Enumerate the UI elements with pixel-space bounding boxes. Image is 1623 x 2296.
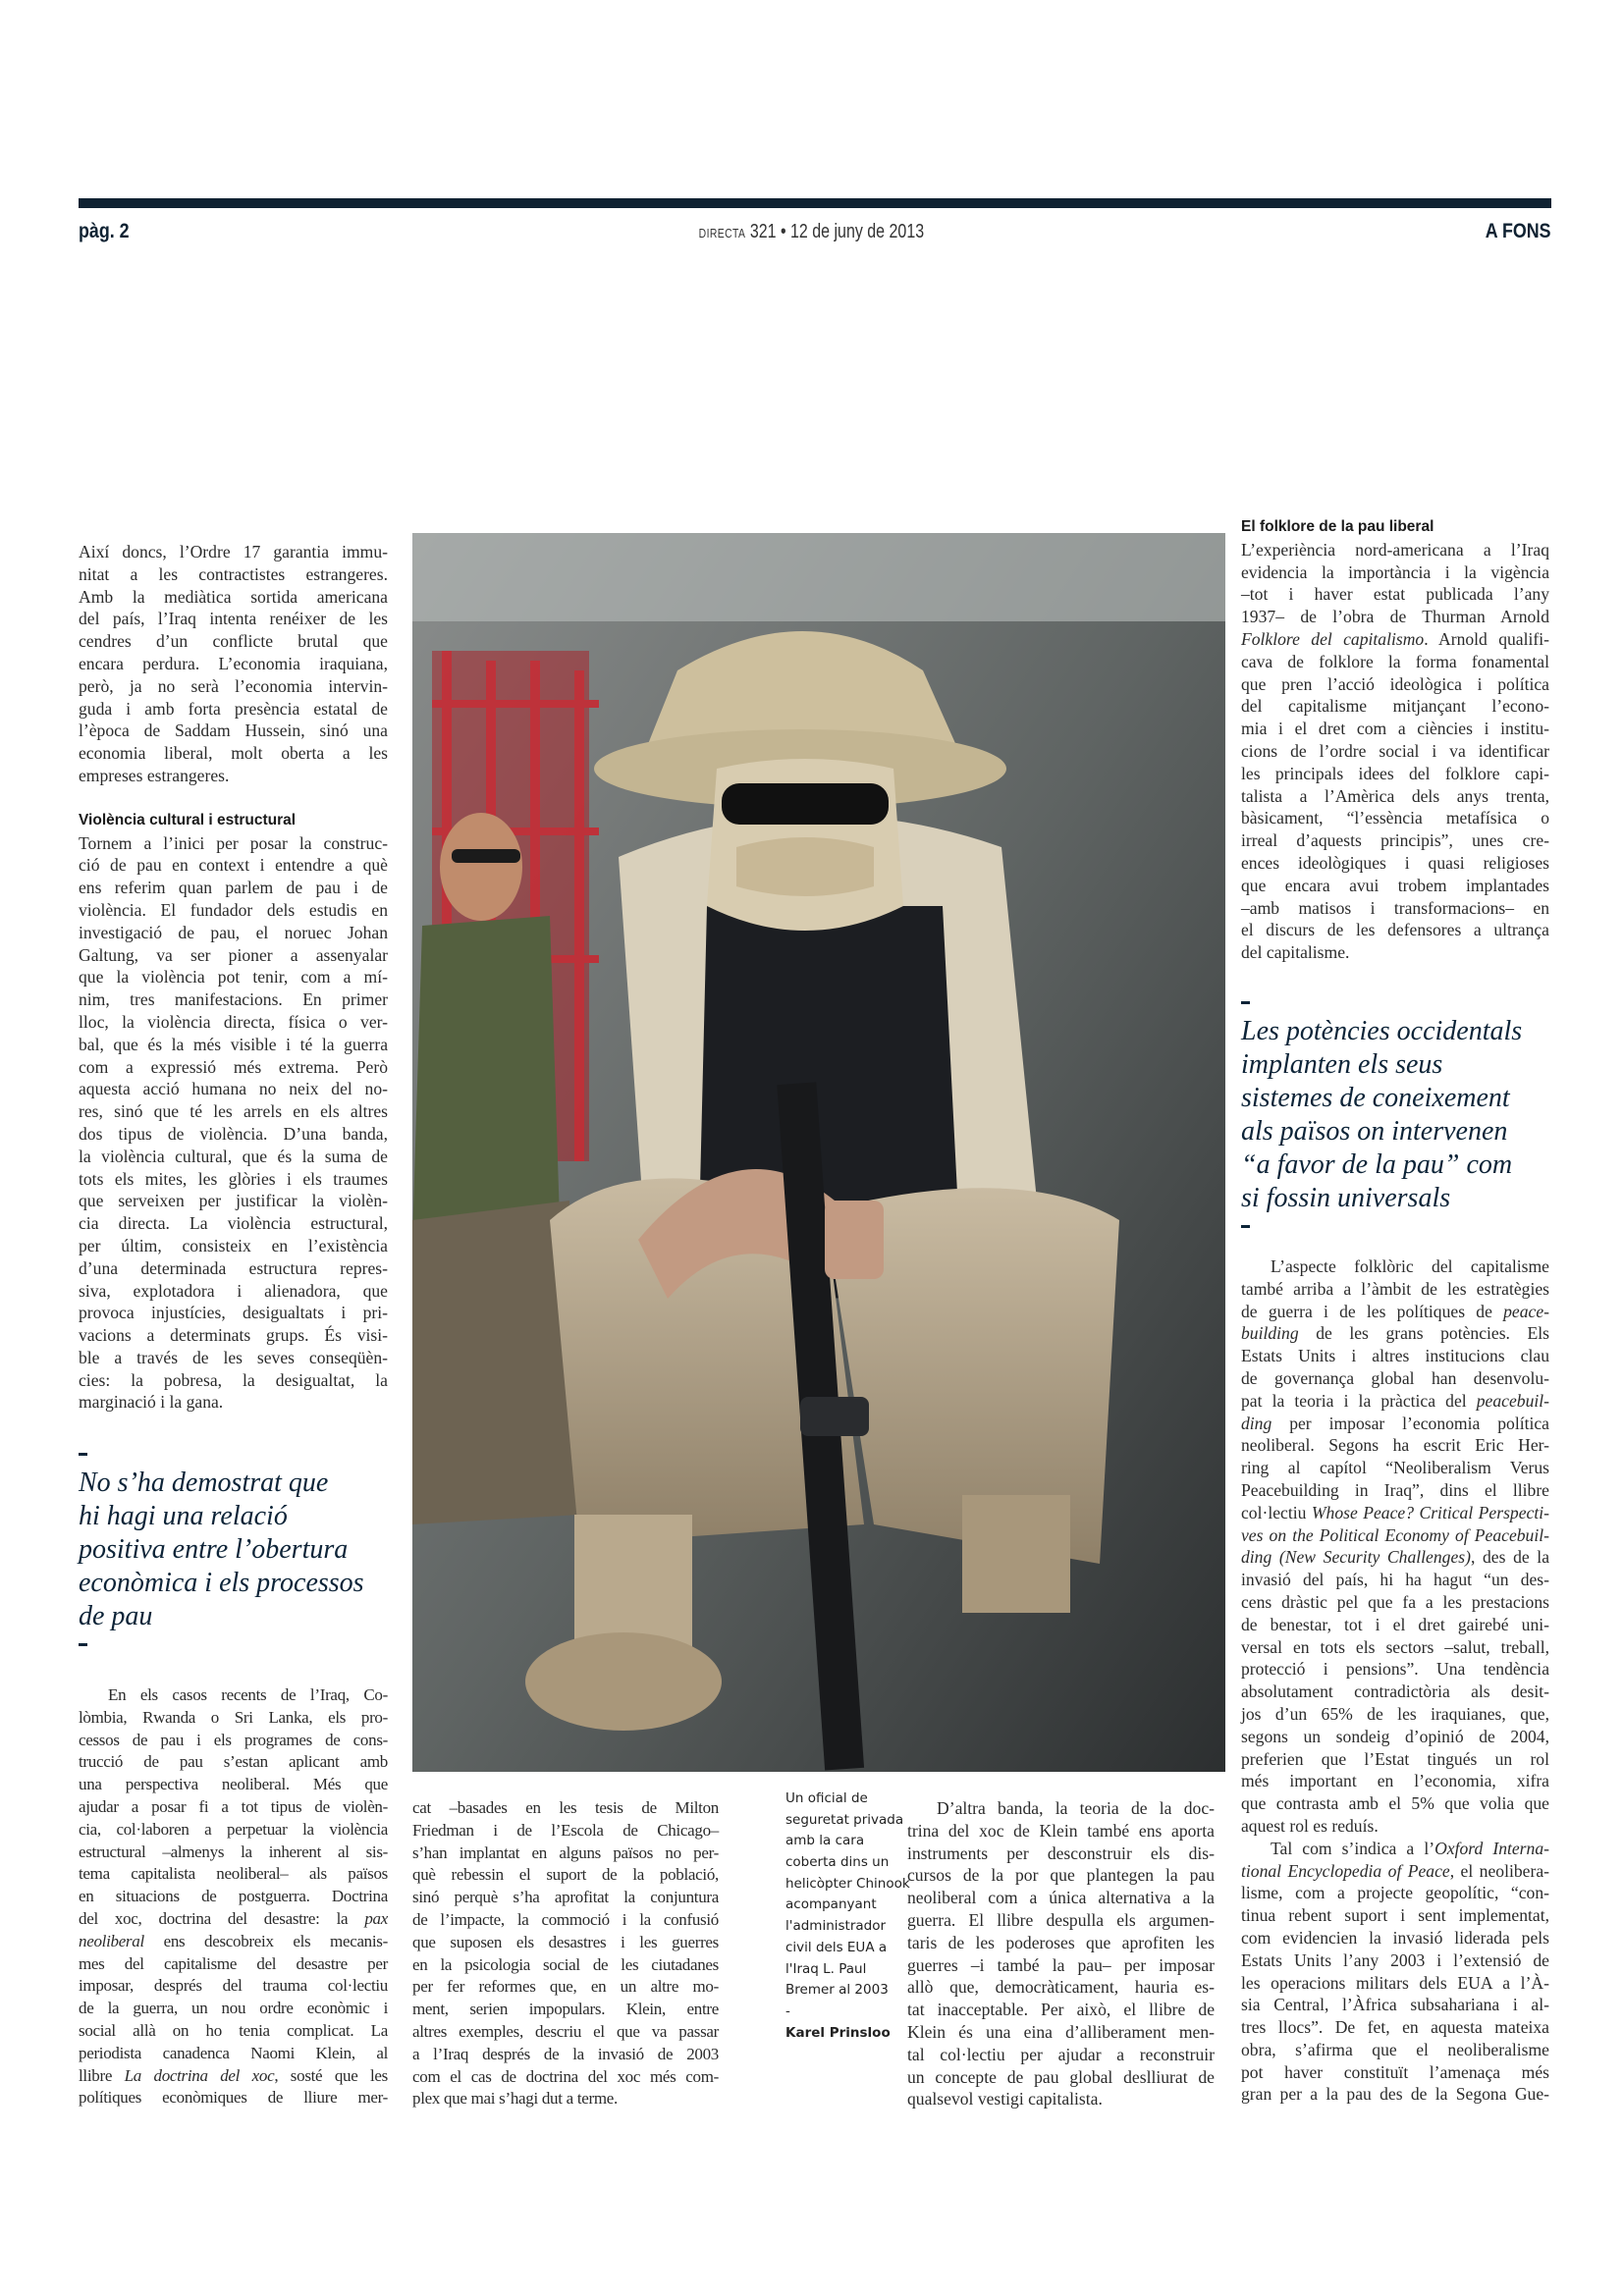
quote-dash (1241, 1215, 1565, 1239)
text-line: plex que mai s’hagi dut a terme. (412, 2089, 618, 2109)
text-line: social allà on ho tenia complicat. La (79, 2020, 388, 2040)
quote-line: si fossin universals (1241, 1183, 1451, 1213)
text-line: ble a través de les seves conseqüèn- (79, 1347, 388, 1367)
text-line (1241, 1502, 1549, 1524)
text-line: neoliberal. Segons ha escrit Eric Her- (1241, 1435, 1549, 1456)
text-run: de guerra i de les polítiques de (1241, 1301, 1504, 1321)
text-line: del país, l’Iraq intenta renéixer de les (79, 609, 388, 629)
text-line: tinua rebent suport i sent implementat, (1241, 1905, 1549, 1926)
italic-text: peacebuil- (1476, 1390, 1549, 1411)
text-line: vacions a determinats grups. És visi- (79, 1325, 388, 1346)
text-line: les operacions militars dels EUA a l’À- (1241, 1972, 1549, 1993)
text-line: polítiques econòmiques de lliure mer- (79, 2088, 388, 2108)
paragraph (79, 541, 388, 787)
italic-text: Whose Peace? Critical Perspecti- (1311, 1502, 1549, 1522)
text-line: ring al capítol “Neoliberalism Verus (1241, 1458, 1549, 1478)
caption-line: civil dels EUA a (785, 1939, 888, 1955)
text-line: ences ideològiques i quasi religioses (1241, 852, 1549, 873)
quote-line: als països on intervenen (1241, 1116, 1508, 1147)
quote-line: implanten els seus (1241, 1049, 1443, 1080)
text-line: altres exemples, descriu el que va passar (412, 2021, 719, 2041)
text-line: guda i amb forta presència estatal de (79, 698, 388, 719)
text-line: protecció i pensions”. Una tendència (1241, 1659, 1549, 1680)
text-line: allò que, democràticament, hauria es- (907, 1977, 1215, 1998)
quote-dash (79, 1443, 403, 1467)
text-line: nim, tres manifestacions. En primer (79, 989, 388, 1010)
text-run: , des de la (1470, 1547, 1549, 1568)
text-line: L’aspecte folklòric del capitalisme (1271, 1256, 1549, 1276)
text-line: que pren l’acció ideològica i política (1241, 673, 1549, 694)
text-line: del capitalisme. (1241, 942, 1350, 963)
text-run: , sosté que les (274, 2065, 388, 2085)
text-line (79, 1908, 388, 1931)
text-line: cat –basades en les tesis de Milton (412, 1798, 719, 1817)
caption-line: Un oficial de (785, 1790, 868, 1806)
text-line (1241, 1413, 1549, 1435)
text-line: mia i el dret com a ciències i institu- (1241, 719, 1549, 739)
caption-line: helicòpter Chinook (785, 1875, 910, 1892)
text-line: guerres –i també la pau– per imposar (907, 1954, 1215, 1975)
text-line: Klein és una eina d’alliberament men- (907, 2021, 1215, 2042)
text-line: obra, s’afirma que el neoliberalisme (1241, 2039, 1549, 2059)
text-line: cia, col·laboren a perpetuar la violència (79, 1819, 388, 1839)
text-line: cursos de la por que plantegen la pau (907, 1865, 1215, 1886)
text-line: tema capitalista neoliberal– als països (79, 1864, 388, 1884)
caption-line: coberta dins un (785, 1854, 890, 1871)
text-line: irreal d’aquests principis”, unes cre- (1241, 830, 1549, 851)
column-2 (412, 1797, 719, 2110)
caption-line: acompanyant (785, 1896, 877, 1913)
text-line: cies: la pobresa, la desigualtat, la (79, 1369, 388, 1390)
text-line: tat inacceptable. Per això, el llibre de (907, 2000, 1215, 2020)
pull-quote-1 (79, 1443, 403, 1657)
photo-security-officer-helicopter (412, 533, 1225, 1772)
text-line: lloc, la violència directa, física o ver- (79, 1011, 388, 1032)
text-line: L’experiència nord-americana a l’Iraq (1241, 539, 1549, 560)
text-line: Estats Units l’any 2003 i l’extensió de (1241, 1949, 1549, 1970)
text-line: el discurs de les defensores a ultrança (1241, 920, 1549, 940)
text-line: qualsevol vestigi capitalista. (907, 2089, 1103, 2109)
issue-info (0, 218, 1623, 245)
text-line: però, ja no serà l’economia intervin- (79, 675, 388, 696)
text-line: cessos de pau i els programes de cons- (79, 1730, 388, 1749)
text-line: lòmbia, Rwanda o Sri Lanka, els pro- (79, 1707, 388, 1727)
caption-line: seguretat privada (785, 1811, 904, 1828)
text-line: en situacions de postguerra. Doctrina (79, 1887, 388, 1906)
subheading: Violència cultural i estructural (79, 811, 297, 828)
italic-text: peace- (1503, 1301, 1549, 1321)
text-line: invasió del país, hi ha hagut “un des- (1241, 1570, 1549, 1590)
text-line: una perspectiva neoliberal. Més que (79, 1775, 388, 1794)
text-line (79, 1931, 388, 1953)
text-line: talista a l’Amèrica dels anys trenta, (1241, 785, 1549, 806)
text-line: neoliberal com a única alternativa a la (907, 1888, 1215, 1908)
text-line (1241, 1860, 1549, 1883)
paragraph (412, 1797, 719, 2110)
text-line: de benestar, tot i el dret gairebé uni- (1241, 1614, 1549, 1634)
text-line: encara perdura. L’economia iraquiana, (79, 653, 388, 673)
text-line (1241, 628, 1549, 651)
text-line: trina del xoc de Klein també ens aporta (907, 1820, 1215, 1841)
text-run: de les grans potències. Els (1298, 1323, 1549, 1344)
text-line: un concepte de pau global deslliurat de (907, 2066, 1215, 2087)
text-line: de l’impacte, la commoció i la confusió (412, 1909, 719, 1929)
italic-text: ding (New Security Challenges) (1241, 1547, 1471, 1568)
pull-quote-2 (1241, 991, 1565, 1239)
text-line: aquest rol es reduís. (1241, 1815, 1379, 1836)
issue-date: 321 • 12 de juny de 2013 (749, 221, 925, 242)
text-line: Amb la mediàtica sortida americana (79, 586, 388, 607)
italic-text: Oxford Interna- (1434, 1838, 1549, 1858)
text-line: com evidencien la invasió liderada pels (1241, 1927, 1549, 1948)
text-line: en la psicologia social de les ciutadanes (412, 1954, 719, 1974)
text-line: gran per a la pau des de la Segona Gue- (1241, 2084, 1549, 2105)
paragraph (79, 832, 388, 1415)
text-line: imposar, després del trauma col·lectiu (79, 1976, 388, 1996)
text-line: que contrasta amb el 5% que volia que (1241, 1793, 1549, 1814)
text-line: dos tipus de violència. D’una banda, (79, 1123, 388, 1144)
text-line: l’època de Saddam Hussein, sinó una (79, 721, 388, 741)
paragraph (1241, 1838, 1549, 2107)
publication-name: DIRECTA (698, 226, 746, 240)
text-line: absolutament contradictòria als desit- (1241, 1682, 1549, 1702)
text-line: tots els mites, les glòries i els traumes (79, 1168, 388, 1189)
quote-line: hi hagi una relació (79, 1501, 288, 1531)
photo-credit: Karel Prinsloo (785, 2024, 891, 2041)
text-line: que la violència pot tenir, com a mí- (79, 967, 388, 988)
text-line: D’altra banda, la teoria de la doc- (937, 1798, 1215, 1818)
text-line: aquesta acció humana no neix del no- (79, 1079, 388, 1099)
text-line: estructural –almenys la inherent al sis- (79, 1842, 388, 1861)
column-1-top (79, 541, 388, 1414)
text-line: jos d’un 65% de les iraquianes, que, (1241, 1703, 1549, 1724)
text-line: pot haver constituït l’amenaça més (1241, 2061, 1549, 2082)
text-line: Friedman i de l’Escola de Chicago– (412, 1820, 719, 1840)
header-rule (79, 198, 1551, 208)
text-line (79, 2065, 388, 2088)
text-line: de la guerra, un nou ordre econòmic i (79, 1999, 388, 2018)
text-run: . Arnold qualifi- (1424, 628, 1549, 649)
text-line: economia liberal, molt oberta a les (79, 743, 388, 764)
caption-line: amb la cara (785, 1833, 865, 1849)
text-line: res, sinó que té les arrels en els altres (79, 1101, 388, 1122)
italic-text: tional Encyclopedia of Peace (1241, 1860, 1450, 1881)
text-line: instruments per desconstruir els dis- (907, 1842, 1215, 1863)
text-line: cens dràstic pel que fa a les prestacions (1241, 1591, 1549, 1612)
text-line: més important en l’economia, xifra (1241, 1771, 1549, 1791)
text-line: que serveixen per justificar la violèn- (79, 1191, 388, 1211)
column-5-top (1241, 516, 1549, 964)
column-5-bottom (1241, 1255, 1549, 2106)
text-line: marginació i la gana. (79, 1392, 224, 1413)
quote-line: positiva entre l’obertura (79, 1534, 349, 1565)
text-run: pat la teoria i la pràctica del (1241, 1390, 1477, 1411)
text-run: llibre (79, 2065, 125, 2085)
caption-line: l'Iraq L. Paul (785, 1960, 867, 1977)
text-line: sinó perquè s’ha aprofitat la conjuntura (412, 1888, 719, 1907)
text-run: per imposar l’economia política (1271, 1413, 1549, 1433)
quote-line: “a favor de la pau” com (1241, 1149, 1513, 1180)
paragraph (1241, 539, 1549, 964)
text-line: què rebessin el suport de la població, (412, 1865, 719, 1885)
text-line: per últim, consisteix en l’existència (79, 1235, 388, 1255)
text-line: 1937– de l’obra de Thurman Arnold (1241, 607, 1549, 627)
text-line: Així doncs, l’Ordre 17 garantia immu- (79, 542, 388, 561)
italic-text: pax (364, 1908, 388, 1928)
text-line: ció de pau en context i entendre a què (79, 855, 388, 876)
text-line: la violència cultural, que és la suma de (79, 1146, 388, 1166)
text-line: provoca injustícies, desigualtats i pri- (79, 1303, 388, 1323)
text-line: bal, que és la més visible i té la guerra (79, 1034, 388, 1054)
text-line: segons un sondeig d’opinió de 2004, (1241, 1726, 1549, 1746)
quote-line: sistemes de coneixement (1241, 1083, 1510, 1113)
text-line: siva, explotadora i alienadora, que (79, 1280, 388, 1301)
italic-text: neoliberal (79, 1931, 144, 1950)
text-line (1241, 1322, 1549, 1345)
column-4 (907, 1797, 1215, 2110)
text-line: nitat a les contractistes estrangeres. (79, 563, 388, 584)
quote-dash (1241, 991, 1565, 1015)
text-line: Tornem a l’inici per posar la construc- (79, 832, 388, 853)
text-line: lisme, com a projecte geopolític, “con- (1241, 1883, 1549, 1903)
text-line: taris de les poderoses que aprofiten les (907, 1932, 1215, 1952)
text-run: col·lectiu (1241, 1502, 1312, 1522)
text-line: que suposen els desastres i les guerres (412, 1932, 719, 1951)
text-line: evidencia la importància i la vigència (1241, 561, 1549, 582)
text-line: violència. El fundador dels estudis en (79, 899, 388, 920)
text-line: Peacebuilding in Iraq”, dins el llibre (1241, 1479, 1549, 1500)
text-line: –amb matisos i transformacions– en (1241, 897, 1549, 918)
text-line: ajudar a posar fi a tot tipus de violèn- (79, 1796, 388, 1816)
text-line: tal col·lectiu per ajudar a reconstruir (907, 2044, 1215, 2064)
text-line: En els casos recents de l’Iraq, Co- (108, 1685, 388, 1704)
text-line: de governança global han desenvolu- (1241, 1367, 1549, 1388)
section-name: A FONS (1486, 220, 1551, 242)
italic-text: Folklore del capitalismo (1241, 628, 1425, 649)
text-line (1241, 1301, 1549, 1323)
text-line: tres llocs”. De fet, en aquesta mateixa (1241, 2017, 1549, 2038)
text-line: s’han implantat en alguns països no per- (412, 1842, 719, 1862)
text-line: versal en tots els sectors –salut, treball, (1241, 1636, 1549, 1657)
italic-text: ves on the Political Economy of Peacebuil- (1241, 1524, 1549, 1545)
quote-line: Les potències occidentals (1241, 1016, 1523, 1046)
text-line: com a expressió més extrema. Però (79, 1056, 388, 1077)
quote-line: econòmica i els processos (79, 1568, 364, 1598)
text-line: empreses estrangeres. (79, 765, 230, 785)
text-line: per fer reformes que, en un altre mo- (412, 1977, 719, 1997)
text-line: del capitalisme mitjançant l’econo- (1241, 696, 1549, 717)
quote-line: No s’ha demostrat que (79, 1468, 329, 1498)
text-run: ens descobreix els mecanis- (143, 1931, 388, 1950)
subheading: El folklore de la pau liberal (1241, 518, 1434, 535)
text-line: ment, serien impopulars. Klein, entre (412, 2000, 719, 2019)
paragraph (79, 1684, 388, 2109)
quote-dash (79, 1633, 403, 1657)
text-line: bàsicament, “l’essència metafísica o (1241, 808, 1549, 828)
text-line: investigació de pau, el noruec Johan (79, 922, 388, 942)
text-line: les principals idees del folklore capi- (1241, 763, 1549, 783)
caption-line: l'administrador (785, 1918, 887, 1935)
text-line: trucció de pau s’estan aplicant amb (79, 1752, 388, 1772)
text-run: Tal com s’indica a l’ (1271, 1838, 1435, 1858)
text-line: periodista canadenca Naomi Klein, al (79, 2043, 388, 2062)
quote-line: de pau (79, 1601, 153, 1631)
text-line: cions de l’ordre social i va identificar (1241, 740, 1549, 761)
text-line (1241, 1524, 1549, 1547)
text-run: del xoc, doctrina del desastre: la (79, 1908, 365, 1928)
paragraph (1241, 1255, 1549, 1838)
text-line: Galtung, va ser pioner a assenyalar (79, 944, 388, 965)
text-line: a l’Iraq després de la invasió de 2003 (412, 2044, 719, 2063)
text-line: cava de folklore la forma fonamental (1241, 651, 1549, 671)
text-line: sia Central, l’Àfrica subsahariana i al- (1241, 1995, 1549, 2015)
text-line: com el cas de doctrina del xoc més com- (412, 2066, 719, 2086)
text-line: ens referim quan parlem de pau i de (79, 878, 388, 898)
italic-text: La doctrina del xoc (124, 2065, 275, 2085)
caption-separator: - (785, 2002, 790, 2019)
text-line: que encara avui trobem implantades (1241, 875, 1549, 895)
page-number: pàg. 2 (79, 220, 130, 242)
text-line: preferien que l’Estat tingués un rol (1241, 1748, 1549, 1769)
italic-text: ding (1241, 1413, 1272, 1433)
text-run: , el neolibera- (1449, 1860, 1549, 1881)
text-line: Estats Units i altres institucions clau (1241, 1346, 1549, 1366)
caption-line: Bremer al 2003 (785, 1982, 889, 1999)
text-line: cia directa. La violència estructural, (79, 1213, 388, 1234)
italic-text: building (1241, 1323, 1299, 1344)
text-line (1241, 1838, 1549, 1860)
text-line (1241, 1390, 1549, 1413)
text-line: també arriba a l’àmbit de les estratègies (1241, 1278, 1549, 1299)
text-line: mes del capitalisme del desastre per (79, 1953, 388, 1973)
text-line: guerra. El llibre despulla els argumen- (907, 1909, 1215, 1930)
paragraph (907, 1797, 1215, 2110)
text-line: –tot i haver estat publicada l’any (1241, 584, 1549, 605)
text-line: cendres d’un conflicte brutal que (79, 631, 388, 652)
text-line: d’una determinada estructura repres- (79, 1257, 388, 1278)
column-1-bottom (79, 1684, 388, 2109)
text-line (1241, 1546, 1549, 1569)
photo-caption (785, 1789, 910, 2044)
